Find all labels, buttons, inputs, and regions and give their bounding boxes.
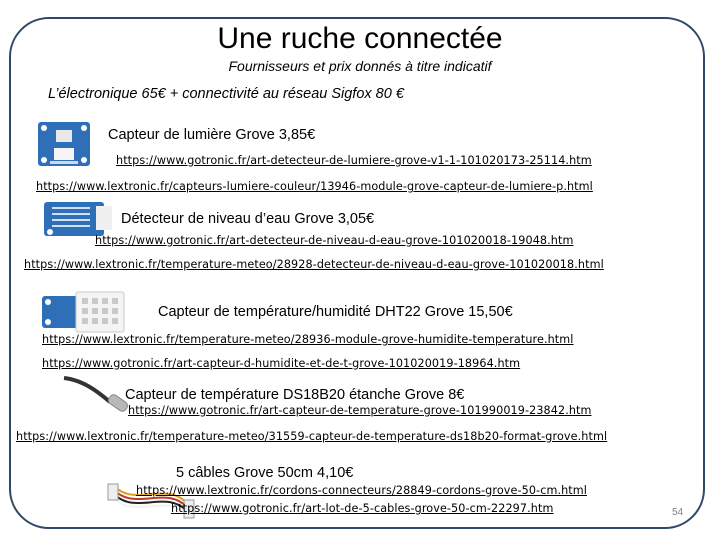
product-cables-link-1[interactable]: https://www.lextronic.fr/cordons-connecteurs/28849-cordons-grove-50-cm.html — [136, 484, 587, 497]
product-dht22-name: Capteur de température/humidité DHT22 Grove 15,50€ — [158, 304, 513, 320]
product-ds18b20-name: Capteur de température DS18B20 étanche Grove 8€ — [125, 387, 465, 403]
product-water-name: Détecteur de niveau d’eau Grove 3,05€ — [121, 211, 375, 227]
product-ds18b20-link-1[interactable]: https://www.gotronic.fr/art-capteur-de-temperature-grove-101990019-23842.htm — [128, 404, 592, 417]
product-light-link-1[interactable]: https://www.gotronic.fr/art-detecteur-de-lumiere-grove-v1-1-101020173-25114.htm — [116, 154, 592, 167]
product-water-link-2[interactable]: https://www.lextronic.fr/temperature-meteo/28928-detecteur-de-niveau-d-eau-grove-101020018.html — [24, 258, 604, 271]
product-water-link-1[interactable]: https://www.gotronic.fr/art-detecteur-de-niveau-d-eau-grove-101020018-19048.htm — [95, 234, 574, 247]
product-light-name: Capteur de lumière Grove 3,85€ — [108, 127, 316, 143]
product-cables-link-2[interactable]: https://www.gotronic.fr/art-lot-de-5-cables-grove-50-cm-22297.htm — [171, 502, 554, 515]
light-sensor-image — [36, 120, 92, 168]
product-ds18b20-link-2[interactable]: https://www.lextronic.fr/temperature-meteo/31559-capteur-de-temperature-ds18b20-format-grove.html — [16, 430, 608, 443]
slide-title: Une ruche connectée — [217, 22, 503, 55]
product-dht22-link-1[interactable]: https://www.lextronic.fr/temperature-meteo/28936-module-grove-humidite-temperature.html — [42, 333, 574, 346]
ds18b20-probe-image — [62, 372, 132, 418]
intro-line: L’électronique 65€ + connectivité au réseau Sigfox 80 € — [48, 86, 404, 102]
page-number: 54 — [672, 507, 684, 518]
product-light-link-2[interactable]: https://www.lextronic.fr/capteurs-lumiere-couleur/13946-module-grove-capteur-de-lumiere-p.html — [36, 180, 593, 193]
product-cables-name: 5 câbles Grove 50cm 4,10€ — [176, 465, 354, 481]
slide-subtitle: Fournisseurs et prix donnés à titre indicatif — [228, 58, 492, 74]
product-dht22-link-2[interactable]: https://www.gotronic.fr/art-capteur-d-humidite-et-de-t-grove-101020019-18964.htm — [42, 357, 521, 370]
dht22-sensor-image — [38, 290, 128, 334]
